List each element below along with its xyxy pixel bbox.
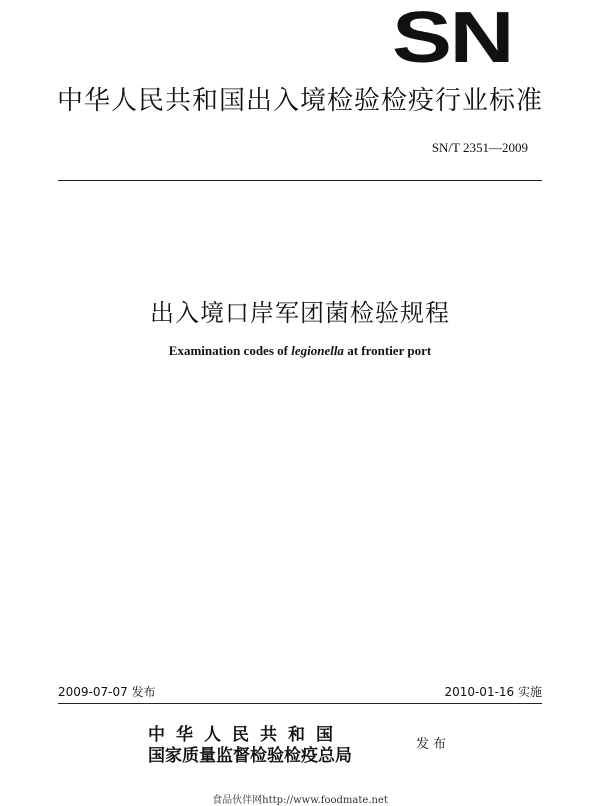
sn-logo: SN [391,0,512,78]
title-english-part1: Examination codes of [168,343,292,358]
top-divider [58,180,542,181]
issue-date: 2009-07-07 发布 [58,685,156,699]
standard-category: 中华人民共和国出入境检验检疫行业标准 [56,86,543,116]
title-english [0,343,600,359]
standard-number: SN/T 2351—2009 [431,140,528,155]
title-english-italic: legionella [291,343,344,358]
title-english-part2: at frontier port [343,343,432,358]
issuer-line-1: 中华人民共和国 [148,725,344,745]
issuer-line-2: 国家质量监督检验检疫总局 [148,746,352,766]
title-chinese: 出入境口岸军团菌检验规程 [150,299,450,327]
watermark-text: 食品伙伴网http://www.foodmate.net [212,795,388,806]
issue-word: 发布 [416,737,451,752]
implementation-date: 2010-01-16 实施 [444,685,542,699]
bottom-divider [58,703,542,704]
